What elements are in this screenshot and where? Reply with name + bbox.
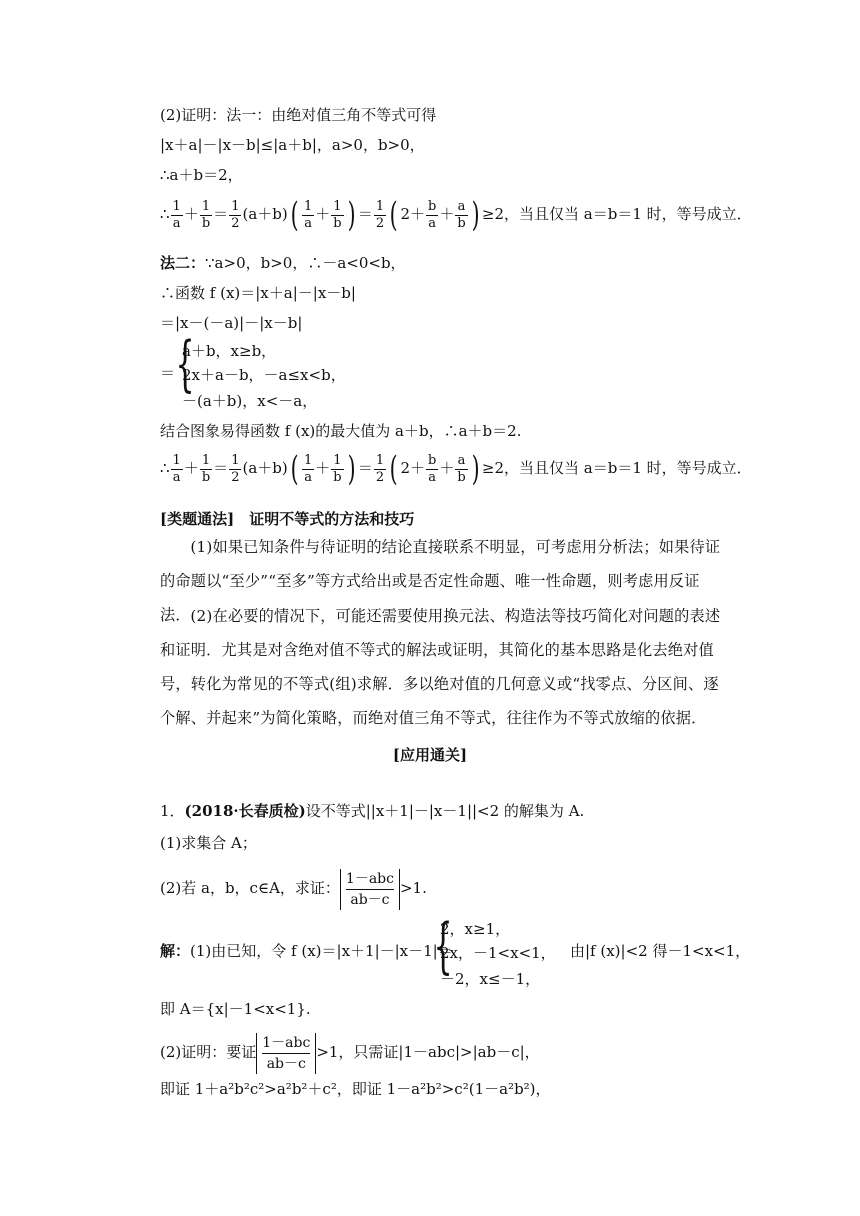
sum-line: ∴a＋b＝2，	[160, 166, 243, 184]
solution-line-2: 即 A＝{x|－1<x<1}.	[160, 1000, 311, 1018]
method2-line-1: 法二：∵a>0，b>0，∴－a<0<b，	[160, 254, 406, 272]
solution-line-1: 解：(1)由已知，令 f (x)＝|x＋1|－|x－1|＝	[160, 942, 453, 960]
proof-header: (2)证明：法一：由绝对值三角不等式可得	[160, 106, 437, 124]
solution-right: 由|f (x)|<2 得－1<x<1，	[570, 942, 751, 960]
inequality-line: |x＋a|－|x－b|≤|a＋b|，a>0，b>0，	[160, 136, 425, 154]
question-1-part-2: (2)若 a，b，c∈A，求证： $\frac{\text{1－abc}}{ab-c}$ >1.	[160, 870, 427, 908]
brace-icon: {	[175, 329, 195, 399]
case-line: －(a＋b)，x<－a，	[182, 392, 318, 410]
case-line: 2x＋a－b，－a≤x<b，	[182, 366, 346, 384]
paragraph-2: (2)在必要的情况下，可能还需要使用换元法、构造法等技巧简化对问题的表述和证明．尤其是对含绝对值不等式的解法或证明，其简化的基本思路是化去绝对值号，转化为常见的不等式(组)求解．多以绝对值的几何意义或“找零点、分区间、逐个解、并起来”为简化策略，而绝对值三角不等式，往往作为不等式放缩的依据．	[160, 607, 721, 727]
solution-line-4: 即证 1＋a²b²c²>a²b²＋c²，即证 1－a²b²>c²(1－a²b²)，	[160, 1080, 551, 1098]
solution-line-3: (2)证明：要证 $\frac{\text{1－abc}}{ab-c}$ >1，只需证|1－abc|>|ab－c|，	[160, 1034, 540, 1072]
fraction-line-2: ∴ $\frac{1}{a}$ ＋ $\frac{1}{b}$ ＝ $\frac{1}{2}$ (a＋b)( $\frac{1}{a}$ ＋ $\frac{1}{b}$ ) ＝ $\frac{1}{2}$ ( 2＋ $\frac{b}{a}$ ＋ $\frac{a}{b}$ ) ≥2，当且仅当 a＝b＝1 时，等号成立．	[160, 449, 752, 489]
case-line: a＋b，x≥b，	[182, 342, 277, 360]
question-1: 1．(2018·长春质检)设不等式||x＋1|－|x－1||<2 的解集为 A.	[160, 802, 585, 820]
method2-conclusion: 结合图象易得函数 f (x)的最大值为 a＋b，∴a＋b＝2.	[160, 422, 522, 440]
case-line: －2，x≤－1，	[440, 970, 541, 988]
method2-equals: ＝	[160, 364, 176, 382]
section-title-application: [应用通关]	[392, 746, 468, 764]
paragraph-1: (1)如果已知条件与待证明的结论直接联系不明显，可考虑用分析法；如果待证的命题以“至少”“至多”等方式给出或是否定性命题、唯一性命题，则考虑用反证法．	[160, 538, 721, 624]
brace-icon: {	[433, 911, 453, 981]
method2-function: ∴函数 f (x)＝|x＋a|－|x－b|	[160, 284, 356, 302]
case-line: 2x，－1<x<1，	[440, 944, 556, 962]
method2-rewrite: ＝|x－(－a)|－|x－b|	[160, 314, 303, 332]
question-1-part-1: (1)求集合 A；	[160, 834, 257, 852]
section-title-methods: [类题通法] 证明不等式的方法和技巧	[160, 510, 415, 528]
fraction-line-1: ∴ $\frac{1}{a}$ ＋ $\frac{1}{b}$ ＝ $\frac{1}{2}$ (a＋b)( $\frac{1}{a}$ ＋ $\frac{1}{b}$ ) ＝ $\frac{1}{2}$ ( 2＋ $\frac{b}{a}$ ＋ $\frac{a}{b}$ ) ≥2，当且仅当 a＝b＝1 时，等号成立．	[160, 195, 752, 235]
case-line: 2，x≥1，	[440, 920, 511, 938]
